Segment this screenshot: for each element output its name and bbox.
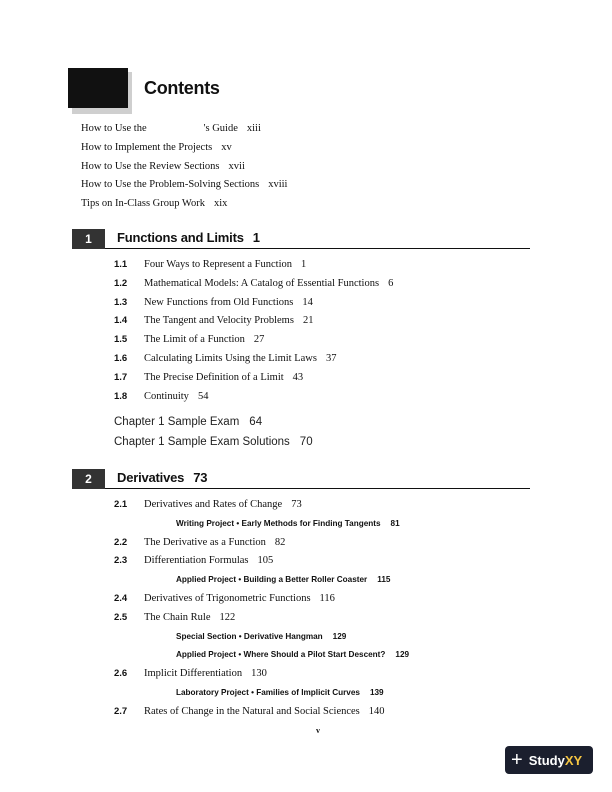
chapter-rule bbox=[105, 488, 530, 489]
badge-name: Study bbox=[528, 752, 565, 768]
chapter-number-badge: 2 bbox=[72, 469, 105, 489]
chapter-title: Derivatives 73 bbox=[117, 470, 208, 485]
project-item: Writing Project • Early Methods for Finding Tangents 81 bbox=[176, 518, 400, 528]
studyxy-badge[interactable] bbox=[505, 746, 593, 774]
chapter-2-sections bbox=[114, 496, 409, 722]
section-item: 2.4 Derivatives of Trigonometric Functions 116 bbox=[114, 592, 335, 604]
front-matter-item: How to Use the Review Sections xvii bbox=[81, 160, 245, 172]
front-matter-list bbox=[81, 120, 287, 214]
chapter-title: Functions and Limits 1 bbox=[117, 230, 260, 245]
page-number: v bbox=[316, 726, 320, 735]
section-item: 1.7 The Precise Definition of a Limit 43 bbox=[114, 371, 304, 383]
front-matter-item: How to Implement the Projects xv bbox=[81, 141, 232, 153]
exam-item: Chapter 1 Sample Exam 64 bbox=[114, 416, 263, 429]
section-item: 2.6 Implicit Differentiation 130 bbox=[114, 668, 267, 680]
section-item: 2.1 Derivatives and Rates of Change 73 bbox=[114, 499, 302, 510]
section-item: 1.5 The Limit of a Function 27 bbox=[114, 334, 265, 346]
project-item: Applied Project • Where Should a Pilot Start Descent? 129 bbox=[176, 650, 410, 660]
page-title: Contents bbox=[144, 78, 220, 98]
plus-icon: + bbox=[511, 749, 523, 771]
contents-block bbox=[68, 68, 128, 108]
section-item: 1.8 Continuity 54 bbox=[114, 390, 209, 402]
chapter-rule bbox=[105, 248, 530, 249]
section-item: 1.2 Mathematical Models: A Catalog of Essential Functions 6 bbox=[114, 277, 394, 289]
section-item: 1.6 Calculating Limits Using the Limit Laws 37 bbox=[114, 352, 337, 364]
section-item: 1.3 New Functions from Old Functions 14 bbox=[114, 296, 313, 308]
project-item: Laboratory Project • Families of Implicit Curves 139 bbox=[176, 687, 384, 697]
project-item: Applied Project • Building a Better Roller Coaster 115 bbox=[176, 575, 391, 585]
section-item: 2.5 The Chain Rule 122 bbox=[114, 611, 236, 623]
section-item: 2.3 Differentiation Formulas 105 bbox=[114, 555, 274, 567]
exam-item: Chapter 1 Sample Exam Solutions 70 bbox=[114, 436, 313, 449]
project-item: Special Section • Derivative Hangman 129 bbox=[176, 631, 347, 641]
chapter-1-sections bbox=[114, 256, 393, 452]
section-item: 1.1 Four Ways to Represent a Function 1 bbox=[114, 259, 307, 270]
section-item: 2.7 Rates of Change in the Natural and Social Sciences 140 bbox=[114, 705, 385, 717]
front-matter-item: Tips on In-Class Group Work xix bbox=[81, 198, 228, 210]
badge-suffix: XY bbox=[564, 752, 583, 768]
section-item: 1.4 The Tangent and Velocity Problems 21 bbox=[114, 315, 314, 327]
front-matter-item: How to Use the Problem-Solving Sections xviii bbox=[81, 179, 288, 191]
chapter-number-badge: 1 bbox=[72, 229, 105, 249]
section-item: 2.2 The Derivative as a Function 82 bbox=[114, 536, 286, 548]
front-matter-item: How to Use the 's Guide xiii bbox=[81, 123, 261, 134]
